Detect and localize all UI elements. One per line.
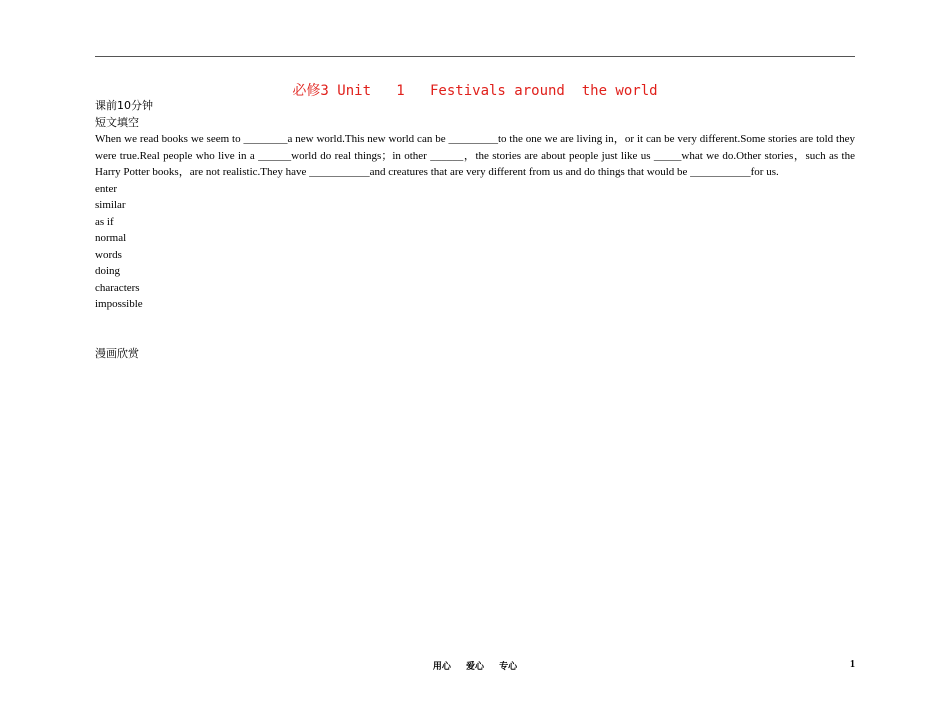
section-time-label: 课前10分钟 (95, 99, 153, 112)
answer-item: words (95, 248, 122, 261)
answer-item: doing (95, 265, 121, 277)
footer-word: 爱心 (465, 662, 484, 672)
answer-list (95, 181, 855, 313)
page-title: 必修3 Unit 1 Festivals around the world (292, 83, 658, 99)
answer-item: similar (95, 199, 126, 211)
footer-word: 用心 (432, 662, 451, 672)
header-rule (95, 56, 855, 57)
footer-motto (0, 659, 950, 672)
answer-item: normal (95, 232, 127, 244)
footer-word: 专心 (499, 662, 518, 672)
answer-item: enter (95, 182, 117, 195)
answer-item: impossible (95, 298, 143, 310)
section-heading: 短文填空 (95, 115, 139, 129)
cloze-passage: When we read books we seem to ________a new world.This new world can be _________to the one we are living in，or it can be very different.Some stories are told they were true.Real people who live in a ______world do real things；in other ______，the stories are about people just like us _____what we do.Other stories，such as the Harry Potter books，are not realistic.They have ___________and creatures that are very different from us and do things that would be ___________for us. (95, 133, 855, 178)
document-body (95, 98, 855, 313)
answer-item: characters (95, 281, 140, 294)
answer-item: as if (95, 215, 114, 228)
comic-section-heading: 漫画欣赏 (95, 347, 139, 360)
page-number: 1 (850, 659, 855, 670)
